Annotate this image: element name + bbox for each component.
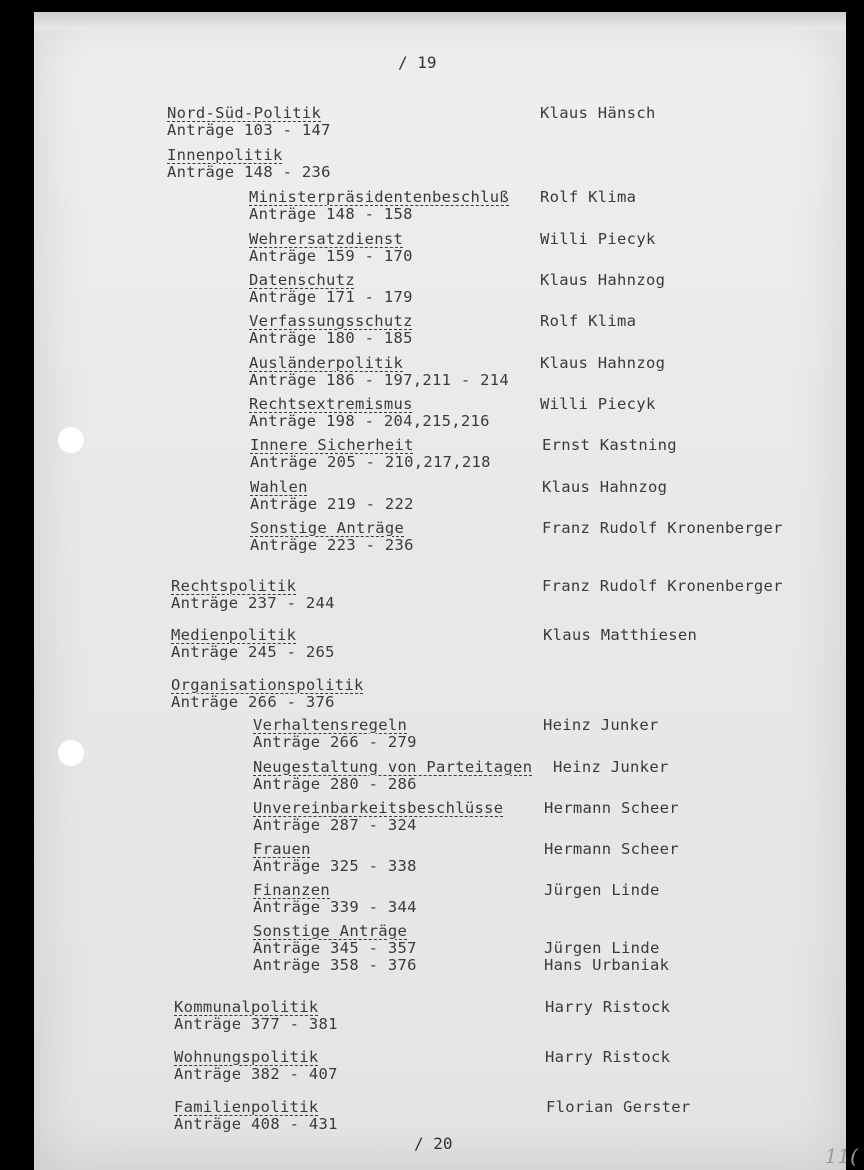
motion-range: Anträge 171 - 179 [249,288,413,306]
motion-range: Anträge 148 - 158 [249,205,413,223]
motion-range: Anträge 339 - 344 [253,898,417,916]
subtopic-heading: Ausländerpolitik [249,354,404,372]
speaker-name: Harry Ristock [545,1048,671,1066]
subtopic-heading: Rechtsextremismus [249,395,413,413]
speaker-name: Hermann Scheer [544,840,679,858]
speaker-name: Rolf Klima [540,312,637,330]
subtopic-heading: Sonstige Anträge [250,519,405,537]
motion-range: Anträge 266 - 376 [171,693,335,711]
speaker-name: Hermann Scheer [544,799,679,817]
motion-range: Anträge 198 - 204,215,216 [249,412,490,430]
motion-range: Anträge 148 - 236 [167,163,331,181]
speaker-name: Hans Urbaniak [544,956,670,974]
speaker-name: Klaus Hahnzog [540,271,666,289]
page-number-bottom: / 20 [414,1134,453,1153]
motion-range: Anträge 408 - 431 [174,1115,338,1133]
motion-range: Anträge 266 - 279 [253,733,417,751]
subtopic-heading: Datenschutz [249,271,355,289]
speaker-name: Heinz Junker [553,758,669,776]
speaker-name: Florian Gerster [546,1098,691,1116]
speaker-name: Willi Piecyk [540,230,656,248]
motion-range: Anträge 377 - 381 [174,1015,338,1033]
topic-heading: Rechtspolitik [171,577,297,595]
topic-heading: Familienpolitik [174,1098,319,1116]
motion-range: Anträge 358 - 376 [253,956,417,974]
motion-range: Anträge 219 - 222 [250,495,414,513]
subtopic-heading: Verhaltensregeln [253,716,408,734]
motion-range: Anträge 205 - 210,217,218 [250,453,491,471]
topic-heading: Kommunalpolitik [174,998,319,1016]
motion-range: Anträge 287 - 324 [253,816,417,834]
speaker-name: Klaus Hahnzog [540,354,666,372]
subtopic-heading: Innere Sicherheit [250,436,414,454]
subtopic-heading: Wehrersatzdienst [249,230,404,248]
page-top-edge [34,12,846,30]
speaker-name: Rolf Klima [540,188,637,206]
motion-range: Anträge 237 - 244 [171,594,335,612]
motion-range: Anträge 245 - 265 [171,643,335,661]
topic-heading: Innenpolitik [167,146,283,164]
topic-heading: Medienpolitik [171,626,297,644]
motion-range: Anträge 280 - 286 [253,775,417,793]
motion-range: Anträge 325 - 338 [253,857,417,875]
topic-heading: Organisationspolitik [171,676,364,694]
punch-hole [58,740,84,766]
speaker-name: Franz Rudolf Kronenberger [542,577,783,595]
motion-range: Anträge 180 - 185 [249,329,413,347]
subtopic-heading: Neugestaltung von Parteitagen [253,758,533,776]
subtopic-heading: Finanzen [253,881,331,899]
speaker-name: Klaus Matthiesen [543,626,698,644]
motion-range: Anträge 186 - 197,211 - 214 [249,371,510,389]
motion-range: Anträge 382 - 407 [174,1065,338,1083]
speaker-name: Jürgen Linde [544,881,660,899]
subtopic-heading: Verfassungsschutz [249,312,413,330]
speaker-name: Klaus Hänsch [540,104,656,122]
speaker-name: Jürgen Linde [544,939,660,957]
motion-range: Anträge 103 - 147 [167,121,331,139]
subtopic-heading: Unvereinbarkeitsbeschlüsse [253,799,504,817]
speaker-name: Franz Rudolf Kronenberger [542,519,783,537]
page-number-top: / 19 [398,53,437,72]
topic-heading: Wohnungspolitik [174,1048,319,1066]
speaker-name: Harry Ristock [545,998,671,1016]
motion-range: Anträge 159 - 170 [249,247,413,265]
subtopic-heading: Ministerpräsidentenbeschluß [249,188,510,206]
subtopic-heading: Frauen [253,840,311,858]
subtopic-heading: Wahlen [250,478,308,496]
subtopic-heading: Sonstige Anträge [253,922,408,940]
punch-hole [58,427,84,453]
corner-handwritten-mark: 11( [824,1144,858,1168]
motion-range: Anträge 223 - 236 [250,536,414,554]
speaker-name: Ernst Kastning [542,436,677,454]
speaker-name: Willi Piecyk [540,395,656,413]
speaker-name: Klaus Hahnzog [542,478,668,496]
speaker-name: Heinz Junker [543,716,659,734]
motion-range: Anträge 345 - 357 [253,939,417,957]
topic-heading: Nord-Süd-Politik [167,104,322,122]
